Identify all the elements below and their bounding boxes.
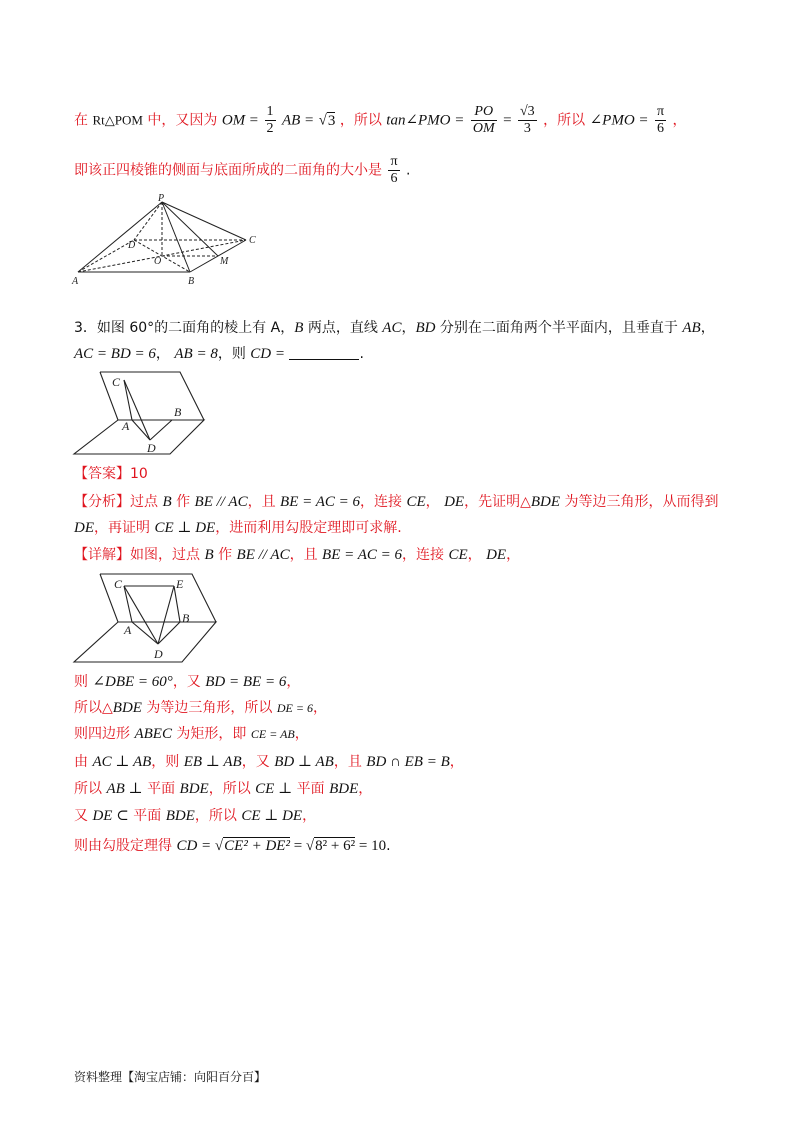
text: ，连接	[360, 494, 407, 510]
text: ，	[155, 346, 170, 362]
math: CE = AB	[250, 727, 295, 741]
label-C: C	[249, 235, 256, 246]
label-B: B	[174, 405, 182, 419]
text: 平面	[292, 781, 330, 797]
math: B	[204, 547, 214, 563]
label-B: B	[188, 276, 195, 287]
math: DE	[444, 494, 465, 510]
text: ，且	[247, 494, 281, 510]
math: CD = √	[176, 838, 224, 854]
math: =	[249, 112, 259, 129]
fraction-pi-6	[655, 104, 666, 137]
step-4	[74, 750, 464, 774]
text: ，	[425, 494, 445, 510]
text: 为矩形，即	[171, 726, 251, 742]
label-M: M	[220, 256, 229, 267]
text: 为等边三角形，所以	[141, 700, 277, 716]
step-6	[74, 804, 316, 828]
text: ，所以	[543, 112, 586, 129]
math: CE ⊥	[255, 781, 293, 797]
math: BDE	[179, 781, 209, 797]
math: tan∠PMO =	[386, 112, 465, 129]
text: 作	[213, 547, 237, 563]
math: AC ⊥ AB	[92, 754, 152, 770]
text: ，且	[289, 547, 323, 563]
text: 3．如图 60°的二面角的棱上有 A，	[74, 320, 295, 336]
text: ，则	[217, 346, 251, 362]
math: = 10	[355, 838, 387, 854]
math: AB = 8	[174, 346, 218, 362]
text: 在	[74, 112, 88, 129]
pyramid-figure	[70, 192, 270, 292]
fraction-half	[265, 104, 276, 137]
label-E: E	[176, 577, 184, 591]
answer-blank	[289, 345, 359, 360]
text: ，	[467, 547, 487, 563]
frac-num: √3	[520, 104, 535, 119]
frac-num: π	[656, 104, 665, 119]
text: 则	[74, 674, 93, 690]
text: ，	[700, 320, 715, 336]
math: BD = BE = 6	[205, 674, 287, 690]
frac-num: 1	[266, 104, 274, 119]
math: = √	[289, 838, 315, 854]
math: AC	[382, 320, 402, 336]
step-5	[74, 777, 372, 801]
text: 所以△	[74, 700, 113, 716]
text: .	[405, 162, 411, 179]
math: BDE	[165, 808, 195, 824]
math: CE ⊥ DE	[241, 808, 303, 824]
footer-credit: 资料整理【淘宝店铺：向阳百分百】	[74, 1070, 267, 1084]
detail-figure	[70, 570, 240, 666]
text: ，	[294, 726, 309, 742]
text: 作	[171, 494, 195, 510]
label-O: O	[154, 256, 162, 267]
text: ，	[449, 754, 464, 770]
math: CE ⊥ DE	[154, 520, 216, 536]
math: BDE	[530, 494, 561, 510]
frac-den: 6	[657, 121, 665, 136]
answer-label: 【答案】	[74, 466, 130, 482]
text: ，	[302, 808, 317, 824]
frac-den: 6	[390, 171, 398, 186]
text: 即该正四棱锥的侧面与底面所成的二面角的大小是	[74, 162, 382, 179]
sqrt-radicand: 8² + 6²	[315, 838, 356, 854]
text: 中，又因为	[147, 112, 218, 129]
math: BDE	[329, 781, 359, 797]
math: DE	[486, 547, 507, 563]
step-3	[74, 722, 309, 746]
step-1	[74, 670, 300, 694]
text: 为等边三角形，从而得到	[560, 494, 719, 510]
label-A: A	[124, 623, 132, 637]
detail-line-1	[74, 543, 520, 567]
text: .	[386, 838, 391, 854]
math: CD =	[250, 346, 285, 362]
text: ，所以	[339, 112, 382, 129]
label-P: P	[158, 193, 165, 204]
math: B	[162, 494, 172, 510]
math: BE = AC = 6	[280, 494, 361, 510]
fraction-po-om	[471, 104, 497, 137]
text: 则四边形	[74, 726, 135, 742]
math: AB ⊥	[106, 781, 143, 797]
text: 两点，直线	[303, 320, 383, 336]
frac-den: 2	[266, 121, 274, 136]
label-B: B	[182, 611, 190, 625]
text: ，	[286, 674, 301, 690]
math: DE ⊂	[92, 808, 129, 824]
label-C: C	[114, 577, 123, 591]
analysis-label: 【分析】	[74, 494, 130, 510]
math: EB ⊥ AB	[183, 754, 242, 770]
analysis-line-2	[74, 516, 402, 540]
text: ，所以	[194, 808, 242, 824]
math: BDE	[112, 700, 142, 716]
analysis-line-1	[74, 490, 719, 514]
text: 所以	[74, 781, 107, 797]
math: BD ∩ EB = B	[366, 754, 450, 770]
text: 则由勾股定理得	[74, 838, 177, 854]
text: ，进而利用勾股定理即可求解.	[215, 520, 402, 536]
text: 如图，过点	[130, 547, 205, 563]
text: ，连接	[402, 547, 449, 563]
math: BE // AC	[236, 547, 290, 563]
text: ，又	[172, 674, 206, 690]
text: ，所以	[208, 781, 256, 797]
text: .	[359, 346, 364, 362]
question-3-line-1	[74, 316, 715, 340]
math: =	[503, 112, 512, 129]
fraction-sqrt3-3	[518, 104, 537, 137]
fraction-pi-6	[388, 154, 399, 187]
sqrt-value: 3	[327, 112, 336, 129]
text: 过点	[130, 494, 163, 510]
frac-den: 3	[523, 121, 531, 136]
math: DE	[74, 520, 94, 536]
text: 平面	[142, 781, 180, 797]
text: ，	[672, 112, 687, 129]
math: AC = BD = 6	[74, 346, 156, 362]
text: 又	[74, 808, 93, 824]
label-D: D	[154, 647, 163, 661]
math: DE = 6	[276, 701, 313, 715]
label-A: A	[122, 419, 130, 433]
text: ，	[506, 547, 521, 563]
math: BD	[415, 320, 436, 336]
step-7	[74, 834, 391, 858]
label-D: D	[147, 441, 156, 455]
math: BD ⊥ AB	[274, 754, 334, 770]
text: ，	[312, 700, 327, 716]
text: ，又	[241, 754, 275, 770]
math: OM	[221, 112, 246, 129]
detail-label: 【详解】	[74, 547, 130, 563]
step-2	[74, 696, 327, 720]
triangle-label: Rt△POM	[92, 112, 143, 128]
text: ，则	[151, 754, 184, 770]
math: BE = AC = 6	[322, 547, 403, 563]
label-C: C	[112, 375, 121, 389]
frac-num: PO	[471, 104, 497, 121]
solution-line-2	[74, 154, 410, 187]
math: CE	[448, 547, 468, 563]
text: ，先证明△	[464, 494, 531, 510]
math: ∠DBE = 60°	[92, 674, 173, 690]
text: ，再证明	[94, 520, 155, 536]
frac-num: π	[390, 154, 398, 169]
question-3-line-2	[74, 342, 364, 366]
math: AB =	[281, 112, 315, 129]
math: CE	[406, 494, 426, 510]
frac-den: OM	[472, 121, 495, 136]
math: ∠PMO =	[589, 112, 649, 129]
text: ，且	[333, 754, 367, 770]
text: 平面	[128, 808, 166, 824]
answer-value: 10	[130, 466, 148, 482]
label-A: A	[72, 276, 79, 287]
answer-line	[74, 462, 148, 486]
text: ，	[358, 781, 373, 797]
math: BE // AC	[194, 494, 248, 510]
text: 分别在二面角两个半平面内，且垂直于	[435, 320, 683, 336]
math: AB	[682, 320, 701, 336]
text: ，	[401, 320, 416, 336]
math: ABEC	[134, 726, 172, 742]
math: B	[294, 320, 304, 336]
dihedral-figure	[70, 368, 240, 460]
text: 由	[74, 754, 93, 770]
label-D: D	[128, 240, 136, 251]
sqrt-radicand: CE² + DE²	[224, 838, 290, 854]
solution-line-1: 在 Rt△POM 中，又因为 OM = $\frac{1}{2}$ AB = √3 ，所以 tan∠PMO = $\frac{PO}{OM}$ = $\frac{√3}{3}$ ，所以 ∠PMO = $\frac{\pi}{6}$ ，	[74, 104, 687, 136]
